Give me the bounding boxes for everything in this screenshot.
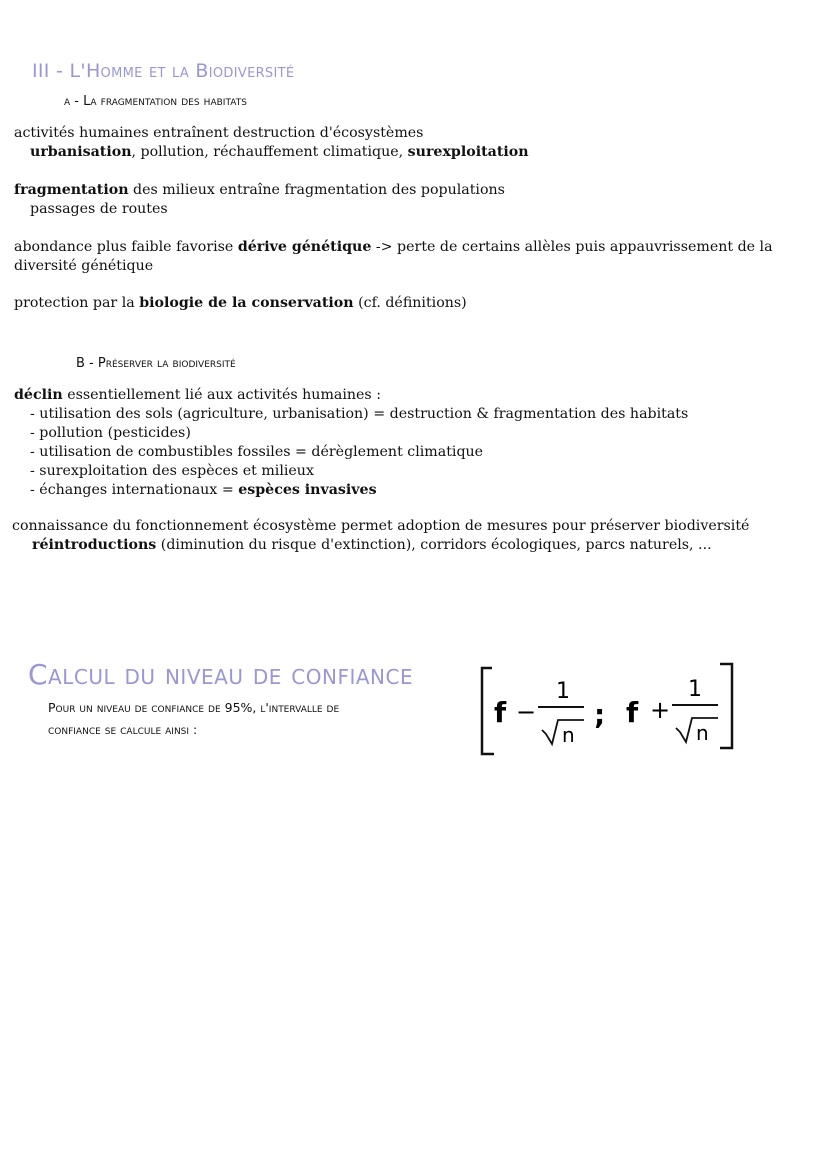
line (14, 294, 467, 313)
confidence-formula (480, 660, 740, 760)
f-left: f (494, 696, 507, 729)
numerator-right: 1 (688, 677, 702, 702)
subsection-b-title: B - Préserver la biodiversité (76, 356, 236, 371)
line: confiance se calcule ainsi : (48, 722, 198, 737)
f-right: f (626, 696, 639, 729)
paragraph-connaissance (12, 517, 749, 555)
text: -> perte de certains allèles puis appauvrissement de la (371, 239, 773, 255)
paragraph-fragmentation (14, 181, 505, 219)
line: connaissance du fonctionnement écosystème permet adoption de mesures pour préserver biodiversité (12, 518, 750, 534)
bold-term: espèces invasives (238, 482, 377, 498)
left-bracket (482, 668, 494, 754)
line: diversité génétique (14, 258, 154, 274)
confidence-description (48, 697, 339, 741)
line (12, 536, 749, 555)
text: (diminution du risque d'extinction), corridors écologiques, parcs naturels, ... (156, 537, 712, 553)
line: activités humaines entraînent destruction d'écosystèmes (14, 125, 424, 141)
n-right: n (696, 721, 709, 745)
list-item: - surexploitation des espèces et milieux (30, 463, 314, 479)
list-item: - pollution (pesticides) (30, 425, 191, 441)
bold-term: surexploitation (407, 144, 529, 160)
line (14, 181, 505, 200)
paragraph-abondance (14, 238, 773, 276)
text: essentiellement lié aux activités humaines : (62, 387, 381, 403)
line: passages de routes (30, 201, 168, 217)
bold-term: dérive génétique (237, 239, 372, 255)
paragraph-protection (14, 294, 467, 313)
list-item: - utilisation de combustibles fossiles = dérèglement climatique (30, 444, 484, 460)
bold-term: réintroductions (32, 537, 157, 553)
line (14, 238, 773, 257)
text: des milieux entraîne fragmentation des populations (128, 182, 505, 198)
text: protection par la (14, 295, 140, 311)
minus-sign: − (516, 698, 537, 726)
bold-term: fragmentation (14, 182, 129, 198)
bold-term: urbanisation (30, 144, 132, 160)
line (14, 143, 529, 162)
line (14, 386, 688, 405)
text: , pollution, réchauffement climatique, (131, 144, 408, 160)
plus-sign: + (650, 696, 671, 724)
text: abondance plus faible favorise (14, 239, 238, 255)
list-item: - utilisation des sols (agriculture, urbanisation) = destruction & fragmentation des habitats (30, 406, 689, 422)
bold-term: biologie de la conservation (139, 295, 354, 311)
paragraph-declin (14, 386, 688, 500)
right-bracket (720, 664, 732, 748)
confidence-title: Calcul du niveau de confiance (28, 658, 414, 691)
separator: ; (594, 698, 606, 731)
section-title: III - L'Homme et la Biodiversité (32, 60, 295, 82)
text: (cf. définitions) (353, 295, 467, 311)
line: Pour un niveau de confiance de 95%, l'intervalle de (48, 700, 340, 715)
subsection-a-title: a - La fragmentation des habitats (64, 94, 247, 109)
list-item (14, 481, 688, 500)
paragraph-activities (14, 124, 529, 162)
n-left: n (562, 723, 575, 747)
numerator-left: 1 (556, 679, 570, 704)
text: - échanges internationaux = (30, 482, 239, 498)
bold-term: déclin (14, 387, 63, 403)
